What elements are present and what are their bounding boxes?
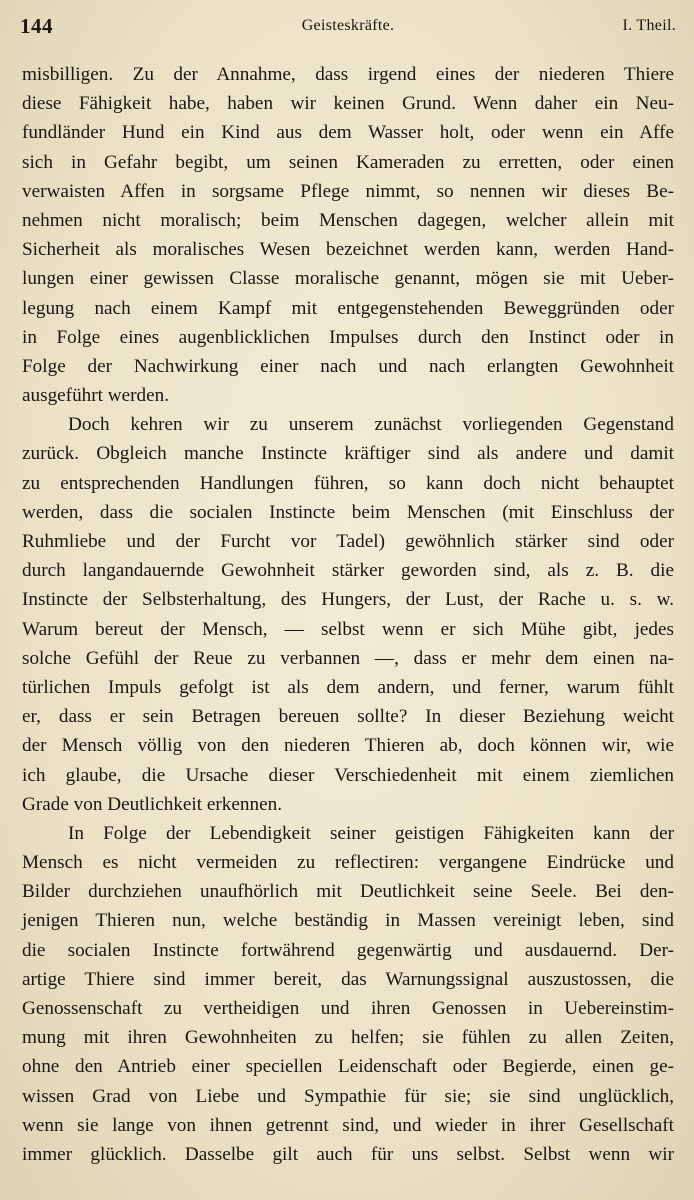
text-line: Instincte der Selbsterhaltung, des Hungers, der Lust, der Rache u. s. w. [22,589,674,611]
text-line: zurück. Obgleich manche Instincte kräftiger sind als andere und damit [22,443,674,465]
running-title: Geisteskräfte. [301,17,395,34]
text-line: artige Thiere sind immer bereit, das Warnungssignal auszustossen, die [22,968,674,990]
text-line: Mensch es nicht vermeiden zu reflectiren: vergangene Eindrücke und [22,852,674,874]
text-line: er, dass er sein Betragen bereuen sollte? In dieser Beziehung weicht [22,706,674,728]
text-line: diese Fähigkeit habe, haben wir keinen Grund. Wenn daher ein Neu- [22,93,674,115]
text-line: wenn sie lange von ihnen getrennt sind, und wieder in ihrer Gesellschaft [22,1114,674,1136]
text-line: Grade von Deutlichkeit erkennen. [22,793,282,815]
text-line: der Mensch völlig von den niederen Thieren ab, doch können wir, wie [22,735,674,757]
body-text [22,60,674,1169]
text-line: die socialen Instincte fortwährend gegenwärtig und ausdauernd. Der- [22,939,674,961]
text-line: wissen Grad von Liebe und Sympathie für sie; sie sind unglücklich, [22,1085,674,1107]
text-line: ohne den Antrieb einer speciellen Leidenschaft oder Begierde, einen ge- [22,1056,674,1078]
text-line: durch langandauernde Gewohnheit stärker geworden sind, als z. B. die [22,560,674,582]
paragraph-2 [22,410,674,819]
paragraph-3 [22,819,674,1169]
text-line: nehmen nicht moralisch; beim Menschen dagegen, welcher allein mit [22,209,674,231]
page-header [20,14,676,42]
text-line: Genossenschaft zu vertheidigen und ihren Genossen in Uebereinstim- [22,998,674,1019]
text-line: immer glücklich. Dasselbe gilt auch für uns selbst. Selbst wenn wir [22,1143,674,1165]
text-line: ich glaube, die Ursache dieser Verschiedenheit mit einem ziemlichen [22,764,674,786]
text-line: sich in Gefahr begibt, um seinen Kameraden zu erretten, oder einen [22,151,674,173]
page-number: 144 [20,14,53,38]
text-line: misbilligen. Zu der Annahme, dass irgend eines der niederen Thiere [22,64,674,85]
text-line: solche Gefühl der Reue zu verbannen —, dass er mehr dem einen na- [22,647,674,669]
text-line: Doch kehren wir zu unserem zunächst vorliegenden Gegenstand [68,414,674,436]
text-line: Warum bereut der Mensch, — selbst wenn er sich Mühe gibt, jedes [22,618,674,640]
text-line: Bilder durchziehen unaufhörlich mit Deutlichkeit seine Seele. Bei den- [22,881,674,903]
text-line: türlichen Impuls gefolgt ist als dem andern, und ferner, warum fühlt [22,676,674,698]
text-line: In Folge der Lebendigkeit seiner geistigen Fähigkeiten kann der [68,822,674,844]
text-line: Folge der Nachwirkung einer nach und nach erlangten Gewohnheit [22,355,674,377]
text-line: legung nach einem Kampf mit entgegenstehenden Beweggründen oder [22,297,674,319]
text-line: fundländer Hund ein Kind aus dem Wasser holt, oder wenn ein Affe [22,122,674,144]
text-line: in Folge eines augenblicklichen Impulses durch den Instinct oder in [22,326,674,348]
text-line: werden, dass die socialen Instincte beim Menschen (mit Einschluss der [22,501,674,523]
text-line: zu entsprechenden Handlungen führen, so kann doch nicht behauptet [22,472,674,494]
text-line: lungen einer gewissen Classe moralische genannt, mögen sie mit Ueber- [22,268,674,290]
text-line: Ruhmliebe und der Furcht vor Tadel) gewöhnlich stärker sind oder [22,531,674,552]
text-line: jenigen Thieren nun, welche beständig in Massen vereinigt leben, sind [22,910,674,932]
part-label: I. Theil. [622,17,676,34]
text-line: Sicherheit als moralisches Wesen bezeichnet werden kann, werden Hand- [22,239,674,261]
text-line: verwaisten Affen in sorgsame Pflege nimmt, so nennen wir dieses Be- [22,180,674,202]
text-line: ausgeführt werden. [22,385,170,407]
paragraph-1 [22,60,674,410]
text-line: mung mit ihren Gewohnheiten zu helfen; sie fühlen zu allen Zeiten, [22,1027,674,1049]
